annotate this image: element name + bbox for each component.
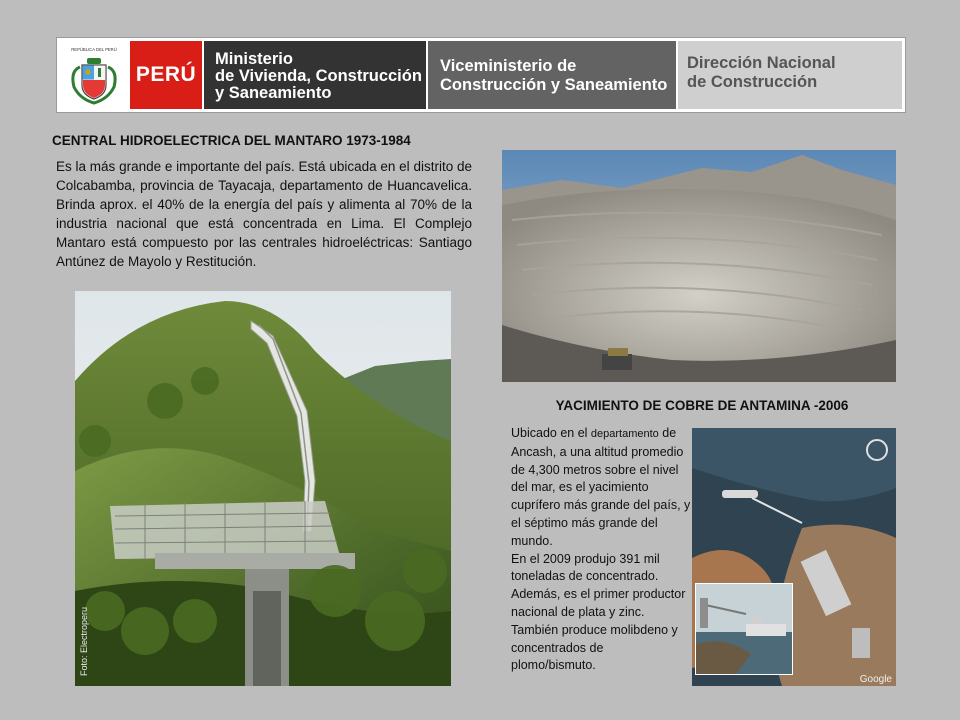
viceministry-line-1: Viceministerio de [440, 57, 577, 75]
viceministry-block [428, 41, 676, 109]
direction-block [678, 41, 902, 109]
map-brand: Google [859, 674, 892, 685]
hydroelectric-plant-photo [75, 291, 451, 686]
ministry-line-2: de Vivienda, Construcción [215, 67, 422, 85]
ministry-line-1: Ministerio [215, 50, 293, 68]
antamina-text-lead: Ubicado en el [511, 426, 591, 440]
ministry-block [204, 41, 426, 109]
antamina-description [511, 425, 691, 675]
ministry-line-3: y Saneamiento [215, 84, 332, 102]
direction-line-1: Dirección Nacional [687, 54, 836, 72]
national-seal [60, 41, 128, 109]
seal-text: REPÚBLICA DEL PERÚ [71, 47, 117, 52]
antamina-text-small: departamento [590, 428, 659, 440]
country-name: PERÚ [135, 63, 197, 86]
mantaro-title: CENTRAL HIDROELECTRICA DEL MANTARO 1973-1984 [52, 133, 411, 148]
mantaro-description: Es la más grande e importante del país. Está ubicada en el distrito de Colcabamba, provincia de Tayacaja, departamento de Huancavelica. Brinda aprox. el 40% de la energía del país y alimenta al 70% de la industria nacional que está concentrada en Lima. El Complejo Mantaro está compuesto por las centrales hidroeléctricas: Santiago Antúnez de Mayolo y Restitución. [56, 159, 472, 269]
header-banner [56, 37, 906, 113]
antamina-title: YACIMIENTO DE COBRE DE ANTAMINA -2006 [555, 398, 849, 413]
open-pit-mine-photo [502, 150, 896, 382]
direction-line-2: de Construcción [687, 73, 818, 91]
photo-credit: Foto: Electroperu [79, 606, 89, 676]
ship-loading-photo [695, 583, 793, 675]
antamina-text-rest: de Ancash, a una altitud promedio de 4,300 metros sobre el nivel del mar, es el yacimiento cuprífero más grande del país, y el séptimo más grande del mundo. [511, 426, 691, 548]
country-block [130, 41, 202, 109]
coat-of-arms-icon [60, 41, 128, 109]
viceministry-line-2: Construcción y Saneamiento [440, 76, 668, 94]
antamina-production-text: En el 2009 produjo 391 mil toneladas de concentrado. Además, es el primer productor nacional de plata y zinc. También produce molibdeno y concentrados de plomo/bismuto. [511, 551, 686, 673]
